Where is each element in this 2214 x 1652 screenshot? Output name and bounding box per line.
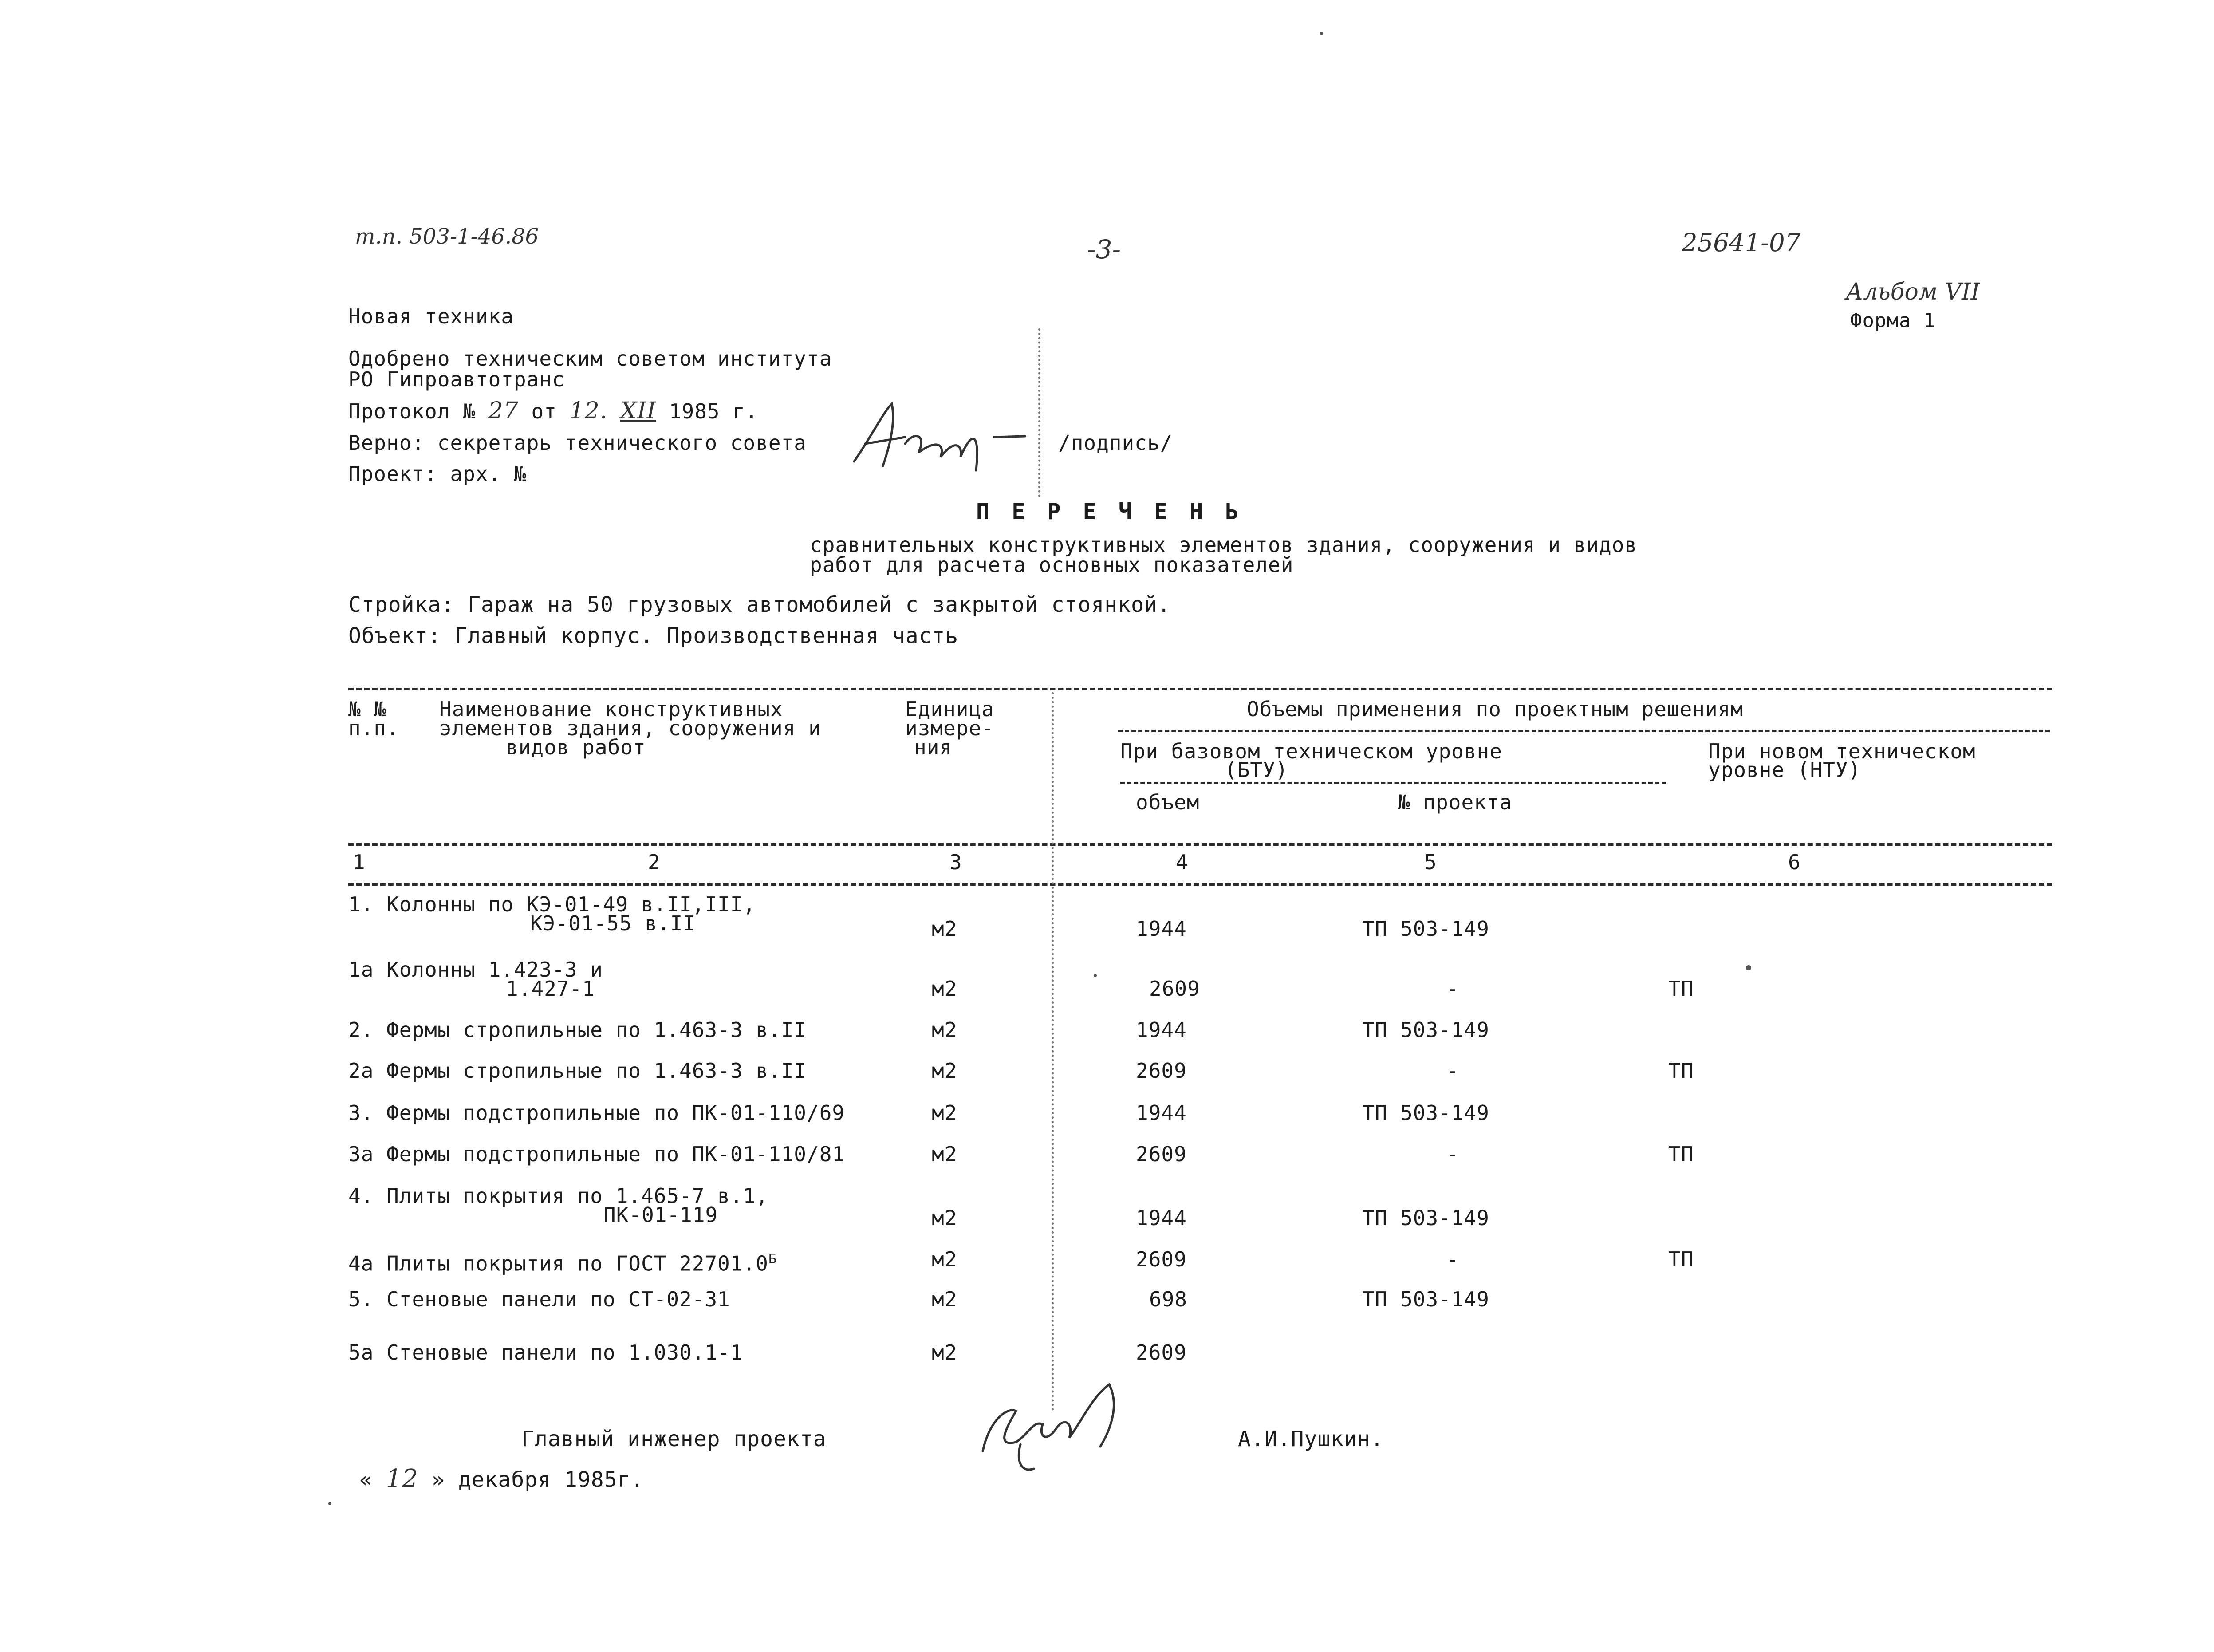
row-name-line1: 1. Колонны по КЭ-01-49 в.II,III,: [348, 892, 756, 916]
protocol-from: от: [518, 399, 570, 423]
document-date: [359, 1464, 644, 1493]
row-volume: 1944: [1136, 1018, 1187, 1042]
project-archive-line: Проект: арх. №: [348, 462, 527, 486]
scan-speck: [1094, 974, 1097, 977]
row-name-line1: 5. Стеновые панели по СТ-02-31: [348, 1287, 730, 1311]
protocol-number: 27: [488, 398, 519, 424]
row-name-line1: 5а Стеновые панели по 1.030.1-1: [348, 1341, 743, 1364]
row-volume: 1944: [1136, 1101, 1187, 1125]
col-numbers-bottom-rule: [348, 883, 2052, 886]
column-separator: [1052, 692, 1054, 1411]
row-name-line2: ПК-01-119: [603, 1203, 718, 1227]
header-bottom-rule: [348, 843, 2052, 846]
row-ntu: ТП: [1668, 1142, 1694, 1166]
scan-speck: [1320, 32, 1323, 35]
row-name-line2: КЭ-01-55 в.II: [530, 911, 696, 935]
header-col1-line1: № №: [348, 697, 387, 721]
date-day: 12: [386, 1464, 419, 1493]
row-volume: 1944: [1136, 917, 1187, 941]
col-number-5: 5: [1424, 850, 1437, 874]
header-col3-line3: ния: [914, 735, 953, 759]
col-number-1: 1: [353, 850, 366, 874]
row-unit: м2: [932, 917, 957, 941]
construction-line: Стройка: Гараж на 50 грузовых автомобилей с закрытой стоянкой.: [348, 592, 1171, 617]
row-unit: м2: [932, 1018, 957, 1042]
row-ntu: ТП: [1668, 977, 1694, 1001]
row-ntu: ТП: [1668, 1059, 1694, 1083]
chief-engineer-label: Главный инженер проекта: [521, 1427, 827, 1451]
header-col3-line2: измере-: [905, 716, 994, 740]
protocol-prefix: Протокол №: [348, 399, 488, 423]
object-line: Объект: Главный корпус. Производственная часть: [348, 623, 959, 648]
header-ntu-line2: уровне (НТУ): [1708, 758, 1861, 782]
row-volume: 2609: [1136, 1341, 1187, 1364]
row-project: ТП 503-149: [1362, 1101, 1489, 1125]
row-volume: 1944: [1136, 1206, 1187, 1230]
header-project-number: № проекта: [1398, 790, 1513, 814]
protocol-line: [348, 398, 758, 424]
row-unit: м2: [932, 1287, 957, 1311]
album-label: Альбом VII: [1846, 279, 1980, 305]
header-btu-line1: При базовом техническом уровне: [1120, 739, 1502, 763]
row-name-line1: 4. Плиты покрытия по 1.465-7 в.1,: [348, 1184, 768, 1208]
row-project: ТП 503-149: [1362, 1018, 1489, 1042]
row-name-line2: 1.427-1: [506, 977, 595, 1001]
row-unit: м2: [932, 1247, 957, 1271]
row-volume: 2609: [1136, 1247, 1187, 1271]
col-number-4: 4: [1176, 850, 1189, 874]
row-name-line1: 4а Плиты покрытия по ГОСТ $22701.0^Б$: [348, 1251, 777, 1276]
header-col2-line3: видов работ: [506, 735, 646, 759]
row-name-line1: 2. Фермы стропильные по 1.463-3 в.II: [348, 1018, 807, 1042]
row-ntu: ТП: [1668, 1247, 1694, 1271]
header-col1-line2: п.п.: [348, 716, 399, 740]
row-name-line1: 3. Фермы подстропильные по ПК-01-110/69: [348, 1101, 845, 1125]
row-name-line1: 2а Фермы стропильные по 1.463-3 в.II: [348, 1059, 807, 1083]
col-number-3: 3: [949, 850, 962, 874]
table-top-rule: [348, 688, 2052, 690]
header-group: Объемы применения по проектным решениям: [1247, 697, 1744, 721]
header-group-rule: [1118, 730, 2050, 732]
row-project: -: [1446, 1059, 1459, 1083]
archive-number: 25641-07: [1682, 229, 1801, 257]
row-project: ТП 503-149: [1362, 917, 1489, 941]
col-number-2: 2: [648, 850, 661, 874]
form-label: Форма 1: [1850, 309, 1936, 332]
row-project: -: [1446, 1247, 1459, 1271]
row-unit: м2: [932, 977, 957, 1001]
row-project: ТП 503-149: [1362, 1206, 1489, 1230]
row-unit: м2: [932, 1206, 957, 1230]
row-unit: м2: [932, 1101, 957, 1125]
row-volume: 2609: [1136, 1059, 1187, 1083]
row-name-line1: 3а Фермы подстропильные по ПК-01-110/81: [348, 1142, 845, 1166]
header-col2-line1: Наименование конструктивных: [439, 697, 783, 721]
row-project: -: [1446, 977, 1459, 1001]
row-project: ТП 503-149: [1362, 1287, 1489, 1311]
row-name-text: 4а Плиты покрытия по ГОСТ 22701.0: [348, 1251, 768, 1276]
row-unit: м2: [932, 1341, 957, 1364]
project-code: т.п. 503-1-46.86: [355, 224, 539, 249]
verified-line: Верно: секретарь технического совета: [348, 431, 807, 455]
header-volume: объем: [1136, 790, 1200, 814]
header-btu-rule: [1120, 782, 1666, 784]
row-unit: м2: [932, 1142, 957, 1166]
date-rest: » декабря 1985г.: [418, 1467, 644, 1492]
title-subtitle-line2: работ для расчета основных показателей: [810, 553, 1294, 577]
column-separator: [1038, 328, 1040, 497]
header-ntu-line1: При новом техническом: [1708, 739, 1976, 763]
scan-speck: [1746, 965, 1751, 970]
protocol-day: 12.: [569, 398, 608, 424]
row-name-line1: 1а Колонны 1.423-3 и: [348, 958, 603, 982]
document-title: П Е Р Е Ч Е Н Ь: [976, 499, 1243, 524]
col-number-6: 6: [1788, 850, 1801, 874]
page-number: -3-: [1087, 234, 1121, 264]
date-prefix: «: [359, 1467, 386, 1492]
protocol-month: XII: [620, 398, 657, 424]
chief-engineer-name: А.И.Пушкин.: [1238, 1427, 1384, 1451]
row-volume: 2609: [1149, 977, 1200, 1001]
signature-label: /подпись/: [1058, 431, 1173, 455]
title-subtitle-line1: сравнительных конструктивных элементов здания, сооружения и видов: [810, 533, 1638, 557]
header-col3-line1: Единица: [905, 697, 994, 721]
row-project: -: [1446, 1142, 1459, 1166]
institute-name: РО Гипроавтотранс: [348, 367, 565, 391]
scan-speck: [328, 1502, 331, 1505]
row-volume: 698: [1149, 1287, 1188, 1311]
row-unit: м2: [932, 1059, 957, 1083]
new-technique-label: Новая техника: [348, 304, 514, 328]
protocol-year: 1985 г.: [656, 399, 758, 423]
header-btu-line2: (БТУ): [1225, 758, 1288, 782]
header-col2-line2: элементов здания, сооружения и: [439, 716, 821, 740]
approval-line: Одобрено техническим советом института: [348, 347, 832, 371]
row-volume: 2609: [1136, 1142, 1187, 1166]
